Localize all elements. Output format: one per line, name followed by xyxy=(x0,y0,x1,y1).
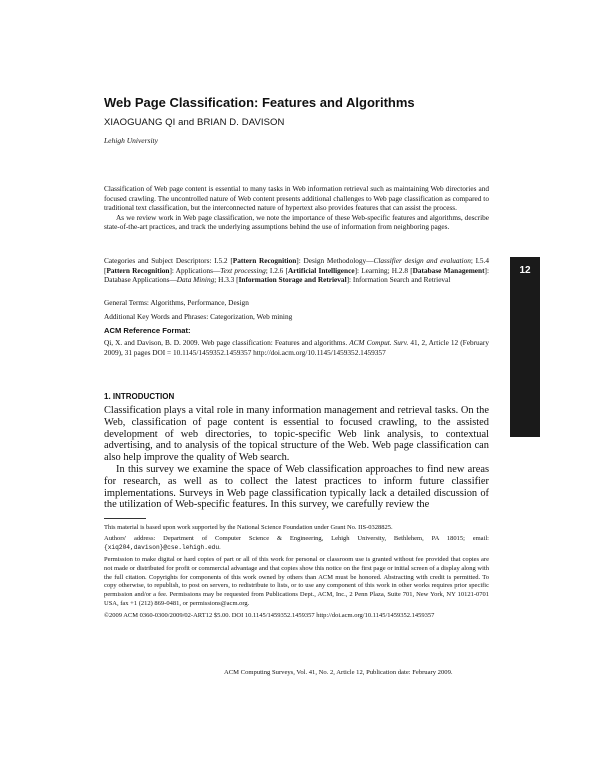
category-bold: Artificial Intelligence xyxy=(287,265,355,275)
categories-text: ]: Applications— xyxy=(169,265,221,275)
article-number-tab xyxy=(510,257,540,437)
paper-authors: XIAOGUANG QI and BRIAN D. DAVISON xyxy=(104,117,285,128)
category-bold: Database Management xyxy=(412,265,485,275)
address-note xyxy=(104,535,489,553)
paper-title: Web Page Classification: Features and Algorithms xyxy=(104,95,415,110)
categories-text: ; I.5.4 [ xyxy=(104,256,490,275)
address-end: . xyxy=(219,544,221,552)
categories-text: ]: Learning; H.2.8 [ xyxy=(354,265,413,275)
category-italic: Classifier design and evaluation xyxy=(373,256,471,265)
categories-descriptors xyxy=(104,256,489,285)
keywords: Additional Key Words and Phrases: Categorization, Web mining xyxy=(104,312,293,321)
category-bold: Pattern Recognition xyxy=(106,265,170,275)
section-body xyxy=(104,405,489,511)
category-bold: Information Storage and Retrieval xyxy=(238,275,347,284)
running-footer: ACM Computing Surveys, Vol. 41, No. 2, Article 12, Publication date: February 2009. xyxy=(224,669,453,676)
article-number: 12 xyxy=(519,265,531,276)
acm-reference-journal: ACM Comput. Surv. xyxy=(349,338,409,347)
general-terms: General Terms: Algorithms, Performance, Design xyxy=(104,298,249,307)
paper-affiliation: Lehigh University xyxy=(104,136,158,145)
acm-reference-heading: ACM Reference Format: xyxy=(104,326,191,335)
acm-reference xyxy=(104,338,489,357)
body-paragraph-2: In this survey we examine the space of Web classification approaches to find new areas for research, as well as to collect the latest practices to inform future classifier implementations. Surveys in Web page classification typically lack a detailed discussion of the utilization of Web-specific features. In this survey, we carefully review the xyxy=(104,463,489,511)
footnote-divider xyxy=(104,518,146,519)
categories-text: Categories and Subject Descriptors: I.5.2 [ xyxy=(104,256,233,265)
footnotes xyxy=(104,524,489,623)
categories-text: ]: Database Applications— xyxy=(104,265,490,284)
author-emails: {xiq204,davison}@cse.lehigh.edu xyxy=(104,544,220,552)
categories-text: ]: Design Methodology— xyxy=(296,256,374,265)
category-italic: Text processing xyxy=(220,265,266,275)
acm-reference-text: Qi, X. and Davison, B. D. 2009. Web page classification: Features and algorithms. xyxy=(104,338,350,347)
permission-note: Permission to make digital or hard copies of part or all of this work for personal or classroom use is granted without fee provided that copies are not made or distributed for profit or commercial advantage and that copies show this notice on the first page or initial screen of a display along with the full citation. Copyrights for components of this work owned by others than ACM must be honored. Abstracting with credit is permitted. To copy otherwise, to republish, to post on servers, to redistribute to lists, or to use any component of this work in other works requires prior specific permission and/or a fee. Permissions may be requested from Publications Dept., ACM, Inc., 2 Penn Plaza, Suite 701, New York, NY 10121-0701 USA, fax +1 (212) 869-0481, or permissions@acm.org. xyxy=(104,555,489,608)
section-heading: 1. INTRODUCTION xyxy=(104,392,175,401)
abstract-paragraph-1: Classification of Web page content is essential to many tasks in Web information retrieval such as maintaining Web directories and focused crawling. The uncontrolled nature of Web content presents additional challenges to Web page classification as compared to traditional text classification, but the interconnected nature of hypertext also provides features that can assist the process. xyxy=(104,184,489,212)
abstract-paragraph-2: As we review work in Web page classification, we note the importance of these Web-specific features and algorithms, describe state-of-the-art practices, and track the underlying assumptions behind the use of information from neighboring pages. xyxy=(104,212,489,231)
address-text: Authors' address: Department of Computer Science & Engineering, Lehigh University, Bethlehem, PA 18015; email: xyxy=(104,535,489,543)
categories-text: ; I.2.6 [ xyxy=(265,265,288,275)
acm-reference-text: 41, 2, Article 12 (February 2009), 31 pages DOI = 10.1145/1459352.1459357 http://doi.acm.org/10.1145/1459352.1459357 xyxy=(104,338,489,357)
funding-note: This material is based upon work supported by the National Science Foundation under Grant No. IIS-0328825. xyxy=(104,524,393,531)
categories-text: ; H.3.3 [ xyxy=(214,275,239,284)
abstract xyxy=(104,184,489,232)
category-bold: Pattern Recognition xyxy=(232,256,297,265)
copyright-note: ©2009 ACM 0360-0300/2009/02-ART12 $5.00. DOI 10.1145/1459352.1459357 http://doi.acm.org/10.1145/1459352.1459357 xyxy=(104,611,435,619)
categories-text: ]: Information Search and Retrieval xyxy=(346,275,451,284)
category-italic: Data Mining xyxy=(176,275,215,284)
body-paragraph-1: Classification plays a vital role in many information management and retrieval tasks. On the Web, classification of page content is essential to focused crawling, to the assisted development of web directories, to topic-specific Web link analysis, to contextual advertising, and to analysis of the topical structure of the Web. Web page classification can also help improve the quality of Web search. xyxy=(104,405,489,464)
